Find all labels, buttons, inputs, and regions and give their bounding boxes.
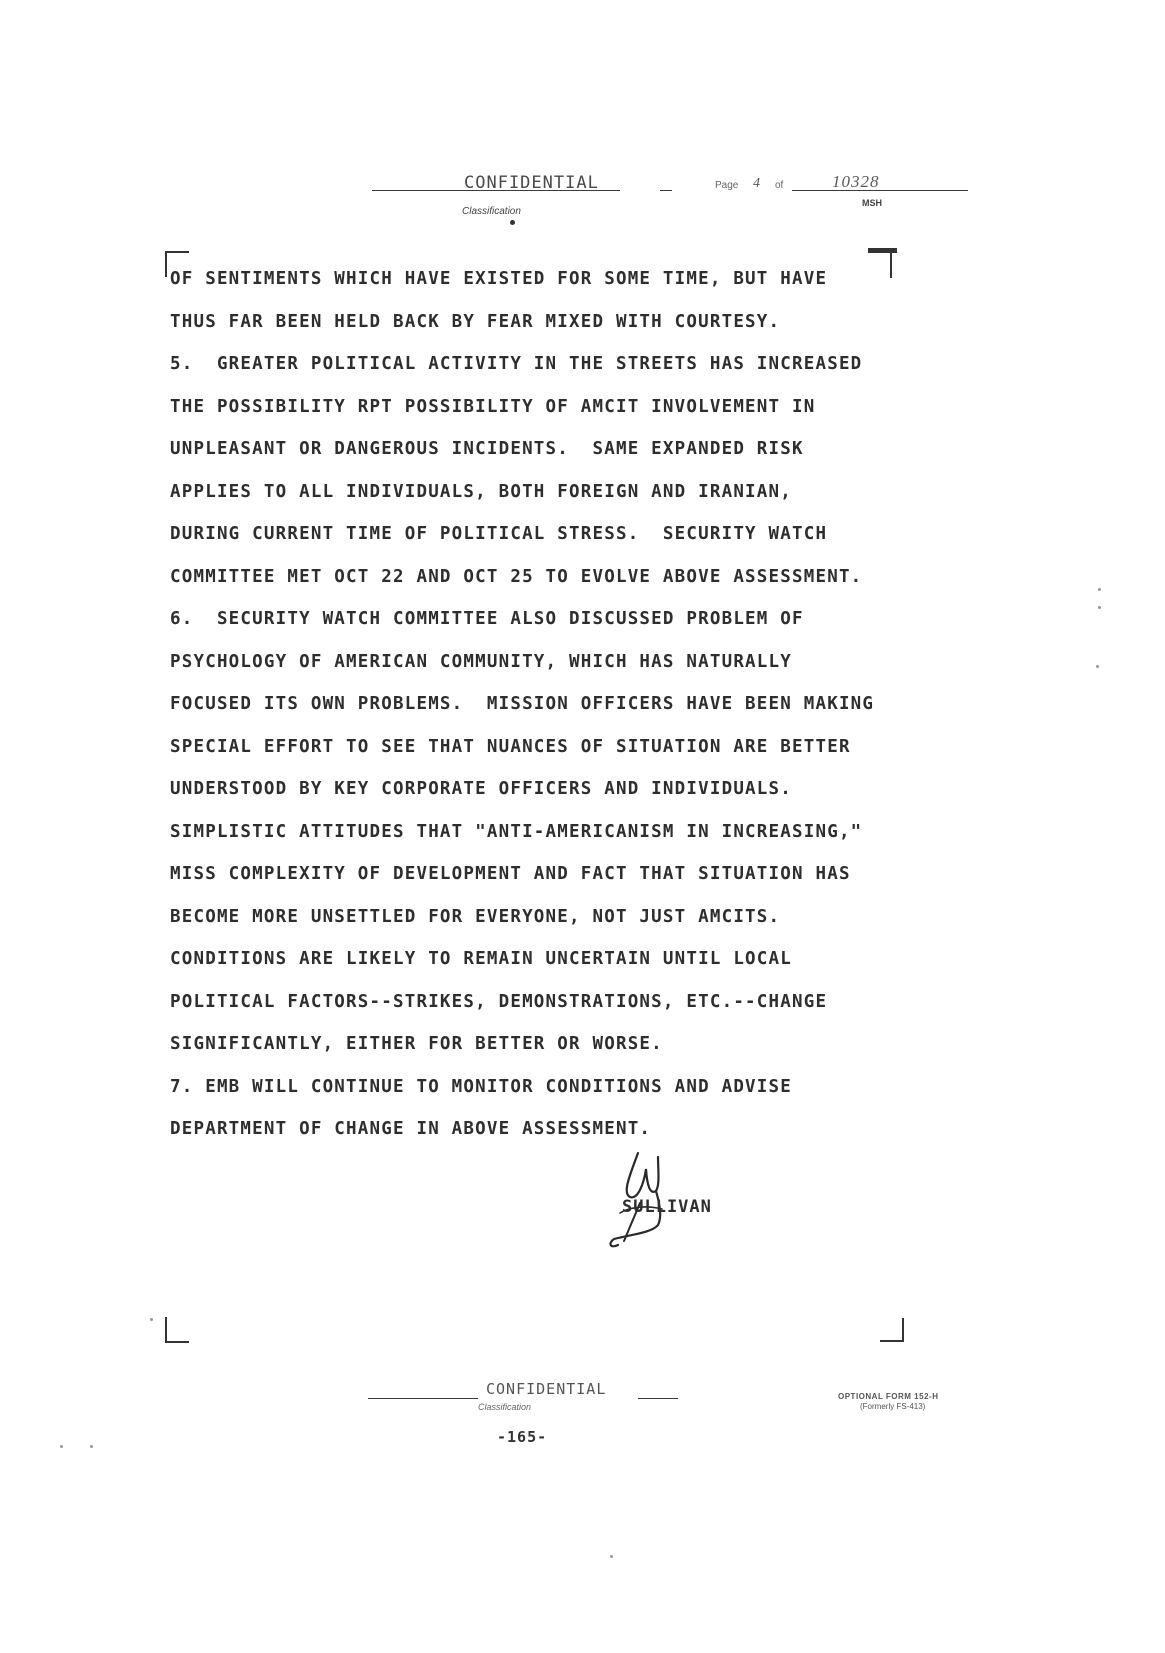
body-line: CONDITIONS ARE LIKELY TO REMAIN UNCERTAIN UNTIL LOCAL [170,949,793,969]
body-line: SIMPLISTIC ATTITUDES THAT "ANTI-AMERICANISM IN INCREASING," [170,821,863,842]
cable-body [170,258,970,1151]
header-classification: CONFIDENTIAL [464,173,599,193]
footer-rule-left [368,1398,478,1399]
form-line-1: OPTIONAL FORM 152-H [838,1392,939,1401]
header-ref-rule [792,190,968,191]
footer-classification: CONFIDENTIAL [486,1380,607,1398]
form-designation [838,1392,978,1412]
header-dot [510,220,515,225]
body-line: MISS COMPLEXITY OF DEVELOPMENT AND FACT THAT SITUATION HAS [170,864,851,884]
corner-mark-bottom-right [880,1318,904,1342]
body-line: COMMITTEE MET OCT 22 AND OCT 25 TO EVOLVE ABOVE ASSESSMENT. [170,566,863,587]
scan-speck [150,1318,153,1321]
signatory-name: SULLIVAN [622,1197,712,1217]
header-page-number: 4 [753,176,760,191]
scan-speck [60,1445,63,1448]
header-dash [660,190,672,191]
body-line: BECOME MORE UNSETTLED FOR EVERYONE, NOT JUST AMCITS. [170,906,781,927]
message-reference: 10328 [832,172,880,191]
header-classification-label: Classification [462,206,521,217]
body-line: PSYCHOLOGY OF AMERICAN COMMUNITY, WHICH HAS NATURALLY [170,651,793,672]
body-line: 5. GREATER POLITICAL ACTIVITY IN THE STREETS HAS INCREASED [170,354,863,374]
page-label: Page [715,180,739,191]
footer-rule-right [638,1398,678,1399]
body-line: SIGNIFICANTLY, EITHER FOR BETTER OR WORSE. [170,1034,663,1054]
body-line: 6. SECURITY WATCH COMMITTEE ALSO DISCUSSED PROBLEM OF [170,609,804,629]
body-line: OF SENTIMENTS WHICH HAVE EXISTED FOR SOME TIME, BUT HAVE [170,269,828,289]
footer-classification-label: Classification [478,1402,532,1412]
scan-speck [1098,606,1101,609]
body-line: DURING CURRENT TIME OF POLITICAL STRESS. SECURITY WATCH [170,524,828,544]
scan-speck [90,1445,93,1448]
page-number: -165- [497,1428,548,1446]
body-line: FOCUSED ITS OWN PROBLEMS. MISSION OFFICERS HAVE BEEN MAKING [170,694,875,714]
corner-mark-bottom-left [165,1317,189,1343]
body-line: THE POSSIBILITY RPT POSSIBILITY OF AMCIT INVOLVEMENT IN [170,396,816,417]
scan-speck [610,1555,613,1558]
signature-block [600,1145,760,1255]
body-line: DEPARTMENT OF CHANGE IN ABOVE ASSESSMENT. [170,1119,652,1139]
body-line: THUS FAR BEEN HELD BACK BY FEAR MIXED WITH COURTESY. [170,311,781,332]
form-line-2: (Formerly FS-413) [860,1402,926,1411]
corner-mark-top-right-h [868,248,897,253]
body-line: UNDERSTOOD BY KEY CORPORATE OFFICERS AND INDIVIDUALS. [170,779,793,799]
message-reference-label: MSH [862,198,882,208]
body-line: APPLIES TO ALL INDIVIDUALS, BOTH FOREIGN AND IRANIAN, [170,481,793,502]
body-line: 7. EMB WILL CONTINUE TO MONITOR CONDITIONS AND ADVISE [170,1076,793,1097]
body-line: SPECIAL EFFORT TO SEE THAT NUANCES OF SITUATION ARE BETTER [170,736,851,757]
body-line: POLITICAL FACTORS--STRIKES, DEMONSTRATIONS, ETC.--CHANGE [170,991,828,1012]
classification-footer [368,1380,698,1420]
classification-header [372,168,1012,228]
of-label: of [775,180,784,191]
scan-speck [1098,588,1101,591]
scan-speck [1096,665,1099,668]
body-line: UNPLEASANT OR DANGEROUS INCIDENTS. SAME EXPANDED RISK [170,439,804,459]
